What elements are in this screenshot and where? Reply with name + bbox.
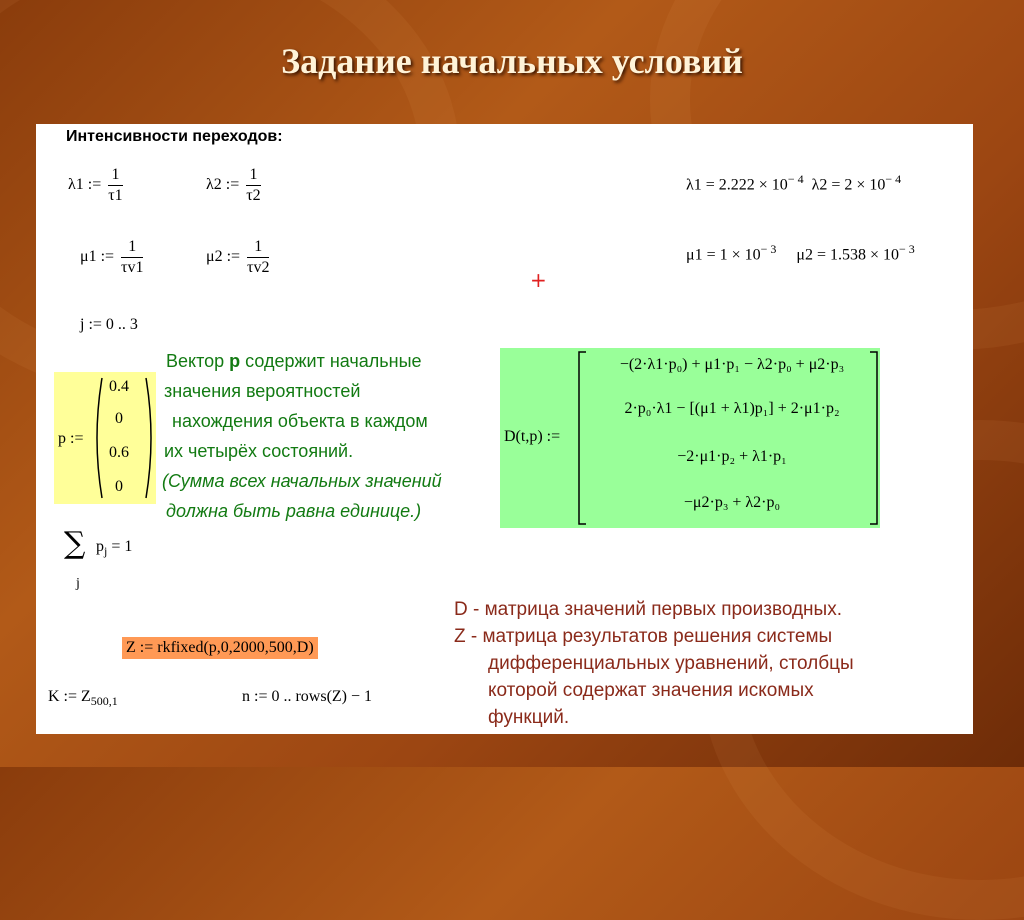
intensities-heading: Интенсивности переходов: — [66, 128, 283, 145]
lambda1-result: λ1 = 2.222 × 10 — [686, 176, 788, 194]
lambda2-lhs: λ2 := — [206, 176, 240, 194]
sum-index: j — [76, 576, 80, 591]
mu1-result: μ1 = 1 × 10 — [686, 246, 761, 264]
mu2-exponent: − 3 — [899, 242, 915, 256]
matrix-d-row: −2·μ1·p₂ + λ1·p₁ — [677, 448, 787, 465]
slide-title: Задание начальных условий — [281, 41, 743, 81]
lambda2-result: λ2 = 2 × 10 — [811, 176, 886, 194]
note-line: Z - матрица результатов решения системы — [454, 626, 833, 647]
range-n: n := 0 .. rows(Z) − 1 — [242, 688, 373, 705]
lambda1-numerator: 1 — [108, 166, 122, 186]
mu-results — [686, 242, 915, 264]
lambda2-numerator: 1 — [246, 166, 260, 186]
lambda2-denominator: τ2 — [246, 187, 261, 204]
range-j: j := 0 .. 3 — [80, 316, 138, 333]
mu1-lhs: μ1 := — [80, 248, 115, 266]
mu1-numerator: 1 — [121, 238, 143, 258]
description-line: Вектор p содержит начальные — [166, 351, 422, 371]
matrix-d-row: 2·p₀·λ1 − [(μ1 + λ1)p₁] + 2·μ1·p₂ — [624, 400, 840, 417]
note-line: которой содержат значения искомых — [488, 680, 814, 701]
notes-block — [454, 596, 854, 731]
matrix-d-label: D(t,p) := — [504, 428, 561, 445]
vector-p-entry: 0 — [115, 410, 123, 427]
vector-description — [162, 346, 442, 526]
description-line: (Сумма всех начальных значений — [162, 471, 442, 491]
lambda2-exponent: − 4 — [885, 172, 902, 186]
mu2-result: μ2 = 1.538 × 10 — [796, 246, 900, 264]
mu2-lhs: μ2 := — [206, 248, 241, 266]
note-line: D - матрица значений первых производных. — [454, 599, 842, 620]
mu1-fraction — [121, 238, 143, 277]
vector-p-entry: 0.4 — [109, 378, 129, 395]
lambda1-exponent: − 4 — [787, 172, 804, 186]
vector-p-label: p := — [58, 430, 84, 447]
lambda-results — [686, 172, 901, 194]
description-line: их четырёх состояний. — [164, 441, 354, 461]
rkfixed-call: Z := rkfixed(p,0,2000,500,D) — [122, 637, 318, 659]
description-line: нахождения объекта в каждом — [172, 411, 428, 431]
mu2-definition — [206, 238, 269, 277]
mathcad-worksheet — [36, 124, 973, 734]
lambda1-denominator: τ1 — [108, 187, 123, 204]
mu1-denominator: τv1 — [121, 259, 144, 276]
description-line: значения вероятностей — [164, 381, 361, 401]
lambda1-fraction — [108, 166, 122, 205]
note-line: дифференциальных уравнений, столбцы — [488, 653, 854, 674]
description-line: должна быть равна единице.) — [166, 501, 422, 521]
lambda1-definition — [68, 166, 123, 205]
vector-p-entry: 0 — [115, 478, 123, 495]
lambda2-fraction — [246, 166, 260, 205]
vector-p-entry: 0.6 — [109, 444, 129, 461]
lambda2-definition — [206, 166, 261, 205]
mu2-fraction — [247, 238, 269, 277]
sum-symbol: ∑ — [64, 526, 86, 561]
mu2-denominator: τv2 — [247, 259, 270, 276]
k-definition: K := $Z_{500,1}$ — [48, 688, 118, 709]
note-line: функций. — [488, 707, 570, 728]
mu1-exponent: − 3 — [760, 242, 777, 256]
matrix-d-row: −μ2·p₃ + λ2·p₀ — [683, 494, 781, 511]
sum-expression: $p_j = 1$ — [96, 538, 133, 559]
matrix-d-row: −(2·λ1·p₀) + μ1·p₁ − λ2·p₀ + μ2·p₃ — [619, 356, 845, 373]
lambda1-lhs: λ1 := — [68, 176, 102, 194]
insertion-cursor[interactable]: + — [530, 268, 547, 292]
mu2-numerator: 1 — [247, 238, 269, 258]
mu1-definition — [80, 238, 143, 277]
